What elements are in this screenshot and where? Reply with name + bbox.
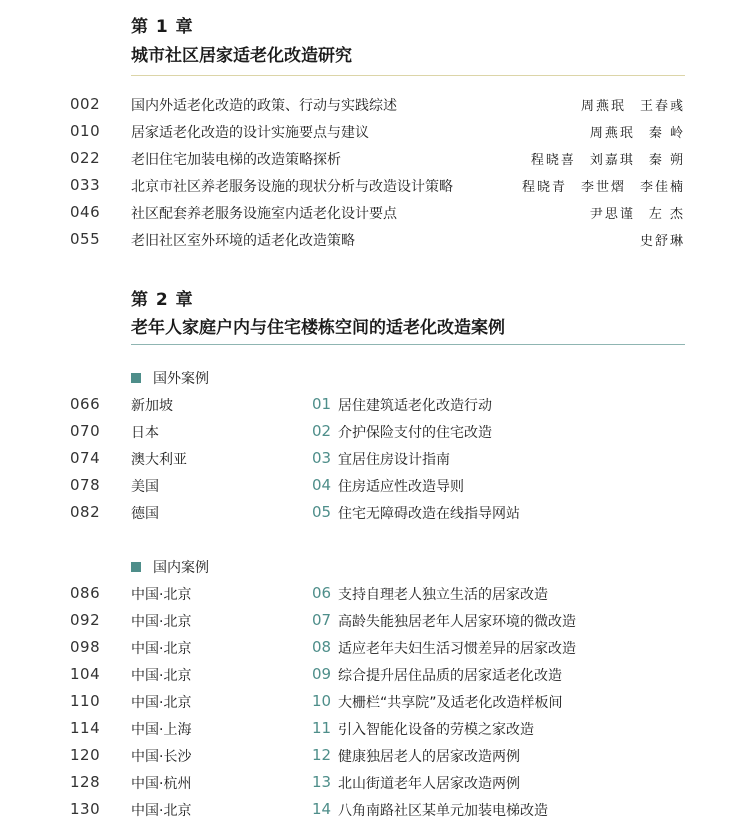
entry-title: 社区配套养老服务设施室内适老化设计要点 (131, 206, 397, 222)
entry-title: 老旧住宅加装电梯的改造策略探析 (131, 152, 341, 168)
page-number: 110 (70, 692, 101, 710)
author-name: 周燕珉 (580, 99, 626, 114)
case-number: 01 (312, 395, 332, 413)
case-location: 德国 (131, 506, 159, 522)
case-number: 04 (312, 476, 332, 494)
case-location: 美国 (131, 479, 159, 495)
page-number: 120 (70, 746, 101, 764)
toc-entry[interactable] (0, 638, 750, 665)
case-location: 中国·北京 (131, 668, 192, 684)
case-number: 03 (312, 449, 332, 467)
case-number: 07 (312, 611, 332, 629)
chapter-1-title: 城市社区居家适老化改造研究 (131, 46, 352, 66)
entry-authors (522, 176, 685, 195)
case-number: 10 (312, 692, 332, 710)
author-name: 史舒琳 (639, 234, 685, 249)
page-number: 128 (70, 773, 101, 791)
case-location: 澳大利亚 (131, 452, 187, 468)
toc-entry[interactable] (0, 719, 750, 746)
case-number: 06 (312, 584, 332, 602)
entry-authors (640, 230, 685, 249)
case-location: 中国·北京 (131, 614, 192, 630)
toc-entry[interactable] (0, 746, 750, 773)
case-number: 14 (312, 800, 332, 818)
case-number: 11 (312, 719, 332, 737)
author-name: 尹思谨 (589, 207, 635, 222)
case-title: 住宅无障碍改造在线指导网站 (338, 506, 520, 522)
toc-entry[interactable] (0, 503, 750, 530)
author-name: 左 杰 (648, 207, 685, 222)
author-name: 刘嘉琪 (589, 153, 635, 168)
case-location: 中国·北京 (131, 641, 192, 657)
case-title: 介护保险支付的住宅改造 (338, 425, 492, 441)
case-title: 宜居住房设计指南 (338, 452, 450, 468)
entry-authors (581, 95, 685, 114)
toc-entry[interactable] (0, 476, 750, 503)
toc-entry[interactable] (0, 449, 750, 476)
entry-authors (531, 149, 685, 168)
case-location: 中国·北京 (131, 803, 192, 819)
chapter-2-title: 老年人家庭户内与住宅楼栋空间的适老化改造案例 (131, 318, 505, 338)
case-title: 引入智能化设备的劳模之家改造 (338, 722, 534, 738)
toc-entry[interactable] (0, 422, 750, 449)
author-name: 程晓青 (521, 180, 567, 195)
page-number: 055 (70, 230, 101, 248)
chapter-2-divider (131, 344, 685, 345)
foreign-cases-label: 国外案例 (153, 371, 209, 387)
author-name: 程晓喜 (530, 153, 576, 168)
toc-entry[interactable] (0, 611, 750, 638)
author-name: 周燕珉 (589, 126, 635, 141)
section-square-icon (131, 562, 141, 572)
case-title: 大栅栏“共享院”及适老化改造样板间 (338, 695, 563, 711)
toc-entry[interactable] (0, 800, 750, 827)
author-name: 秦 朔 (648, 153, 685, 168)
case-title: 八角南路社区某单元加装电梯改造 (338, 803, 548, 819)
page-number: 010 (70, 122, 101, 140)
case-number: 09 (312, 665, 332, 683)
entry-authors (590, 122, 685, 141)
toc-entry[interactable] (0, 692, 750, 719)
page-number: 070 (70, 422, 101, 440)
case-location: 中国·长沙 (131, 749, 192, 765)
case-title: 居住建筑适老化改造行动 (338, 398, 492, 414)
page-number: 082 (70, 503, 101, 521)
case-number: 05 (312, 503, 332, 521)
toc-entry[interactable] (0, 230, 750, 257)
page-number: 022 (70, 149, 101, 167)
page-number: 130 (70, 800, 101, 818)
case-title: 北山街道老年人居家改造两例 (338, 776, 520, 792)
author-name: 李世熠 (580, 180, 626, 195)
toc-entry[interactable] (0, 395, 750, 422)
entry-title: 国内外适老化改造的政策、行动与实践综述 (131, 98, 397, 114)
section-square-icon (131, 373, 141, 383)
case-location: 中国·杭州 (131, 776, 192, 792)
author-name: 王春彧 (639, 99, 685, 114)
page-number: 074 (70, 449, 101, 467)
case-title: 适应老年夫妇生活习惯差异的居家改造 (338, 641, 576, 657)
domestic-cases-label: 国内案例 (153, 560, 209, 576)
entry-title: 居家适老化改造的设计实施要点与建议 (131, 125, 369, 141)
page-number: 092 (70, 611, 101, 629)
page-number: 046 (70, 203, 101, 221)
case-location: 中国·北京 (131, 695, 192, 711)
page-number: 002 (70, 95, 101, 113)
entry-authors (590, 203, 685, 222)
page-number: 114 (70, 719, 101, 737)
toc-entry[interactable] (0, 122, 750, 149)
case-title: 健康独居老人的居家改造两例 (338, 749, 520, 765)
toc-entry[interactable] (0, 149, 750, 176)
toc-entry[interactable] (0, 665, 750, 692)
case-number: 02 (312, 422, 332, 440)
page-number: 098 (70, 638, 101, 656)
chapter-1-divider (131, 75, 685, 76)
toc-entry[interactable] (0, 176, 750, 203)
case-location: 中国·北京 (131, 587, 192, 603)
page-number: 078 (70, 476, 101, 494)
domestic-cases-heading (131, 557, 209, 577)
case-location: 日本 (131, 425, 159, 441)
page-number: 086 (70, 584, 101, 602)
case-location: 新加坡 (131, 398, 173, 414)
case-number: 12 (312, 746, 332, 764)
entry-title: 北京市社区养老服务设施的现状分析与改造设计策略 (131, 179, 453, 195)
case-title: 住房适应性改造导则 (338, 479, 464, 495)
case-title: 高龄失能独居老年人居家环境的微改造 (338, 614, 576, 630)
toc-entry[interactable] (0, 584, 750, 611)
case-title: 综合提升居住品质的居家适老化改造 (338, 668, 562, 684)
chapter-1-number: 第 1 章 (131, 17, 194, 37)
toc-entry[interactable] (0, 95, 750, 122)
case-location: 中国·上海 (131, 722, 192, 738)
page-number: 033 (70, 176, 101, 194)
toc-entry[interactable] (0, 773, 750, 800)
author-name: 李佳楠 (639, 180, 685, 195)
entry-title: 老旧社区室外环境的适老化改造策略 (131, 233, 355, 249)
author-name: 秦 岭 (648, 126, 685, 141)
page-number: 104 (70, 665, 101, 683)
case-title: 支持自理老人独立生活的居家改造 (338, 587, 548, 603)
toc-entry[interactable] (0, 203, 750, 230)
case-number: 13 (312, 773, 332, 791)
foreign-cases-heading (131, 368, 209, 388)
chapter-2-number: 第 2 章 (131, 290, 194, 310)
page-number: 066 (70, 395, 101, 413)
case-number: 08 (312, 638, 332, 656)
